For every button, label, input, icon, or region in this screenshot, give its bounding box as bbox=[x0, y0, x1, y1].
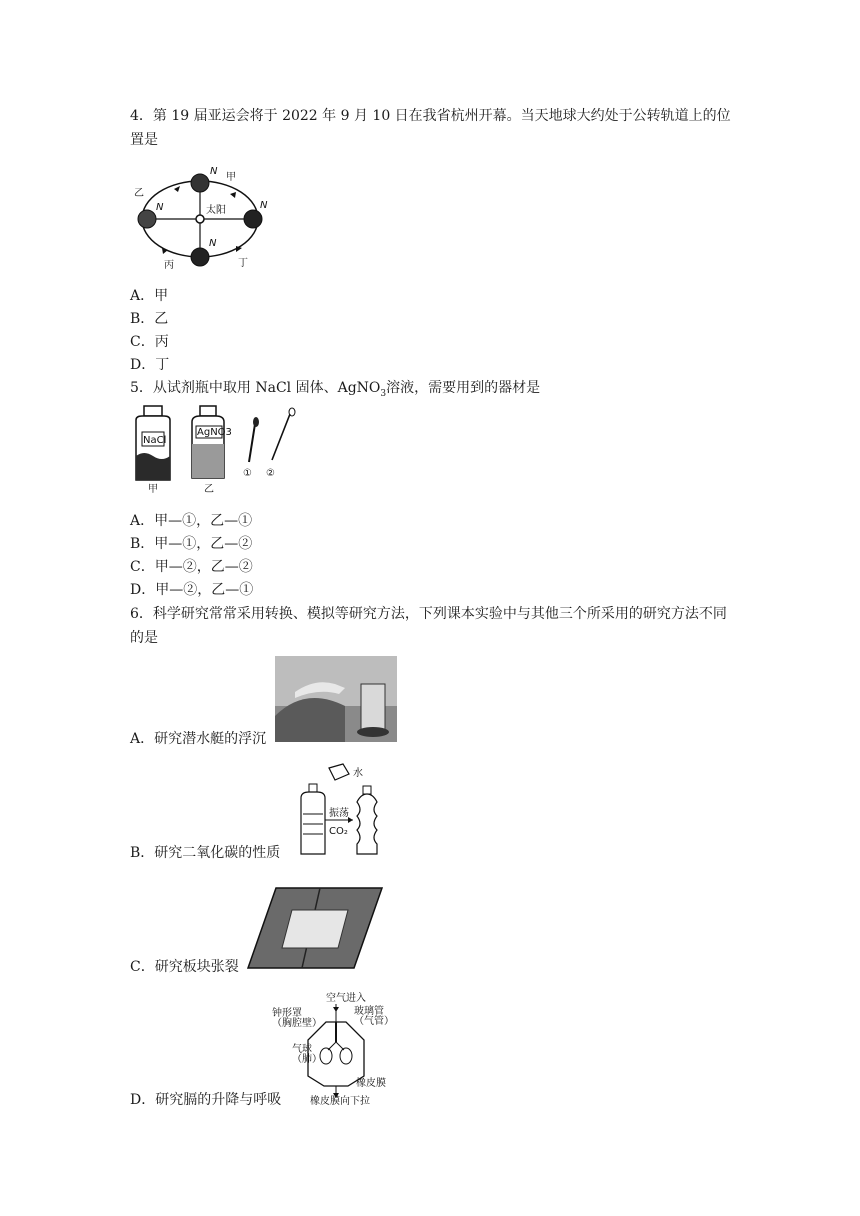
q5-option-d[interactable]: D．甲—②，乙—① bbox=[130, 582, 254, 598]
q6-option-c[interactable]: C．研究板块张裂 bbox=[130, 959, 239, 975]
dropper-icon bbox=[249, 424, 255, 462]
co2-experiment-figure bbox=[295, 764, 387, 860]
air-in-label: 空气进入 bbox=[326, 993, 366, 1004]
sun-label: 太阳 bbox=[206, 205, 226, 216]
earth-jia-icon bbox=[191, 174, 209, 192]
question-6-stem: 6．科学研究常常采用转换、模拟等研究方法，下列课本实验中与其他三个所采用的研究方法不同的是 bbox=[130, 606, 727, 646]
position-jia-label: 甲 bbox=[226, 172, 236, 183]
q4-option-c[interactable]: C．丙 bbox=[130, 334, 169, 350]
q6-option-a[interactable]: A．研究潜水艇的浮沉 bbox=[130, 731, 267, 747]
north-label: N bbox=[209, 238, 217, 249]
earth-bing-icon bbox=[191, 248, 209, 266]
q4-option-b[interactable]: B．乙 bbox=[130, 311, 169, 327]
bottle-jia-name: 甲 bbox=[148, 484, 158, 495]
position-ding-label: 丁 bbox=[238, 258, 248, 269]
q6-option-b[interactable]: B．研究二氧化碳的性质 bbox=[130, 845, 281, 861]
membrane-pull-label: 橡皮膜向下拉 bbox=[310, 1096, 370, 1107]
north-label: N bbox=[210, 166, 218, 177]
q5-option-a[interactable]: A．甲—①，乙—① bbox=[130, 513, 253, 529]
submarine-experiment-image bbox=[275, 656, 397, 742]
earth-yi-icon bbox=[138, 210, 156, 228]
tool-2-label: ② bbox=[266, 468, 275, 479]
diaphragm-model-figure bbox=[270, 992, 394, 1107]
bell-jar-label: 钟形罩 bbox=[272, 1008, 302, 1019]
lung-label: （肺） bbox=[292, 1054, 322, 1065]
position-bing-label: 丙 bbox=[164, 260, 174, 271]
earth-ding-icon bbox=[244, 210, 262, 228]
orbit-arrow-icon bbox=[174, 186, 180, 192]
water-label: 水 bbox=[353, 768, 363, 779]
shake-label: 振荡 bbox=[329, 808, 349, 819]
orbit-arrow-icon bbox=[230, 192, 236, 198]
earth-orbit-figure bbox=[130, 156, 270, 274]
bottle-yi-label: AgNO3 bbox=[197, 427, 232, 438]
q4-option-d[interactable]: D．丁 bbox=[130, 357, 170, 373]
north-label: N bbox=[156, 202, 164, 213]
trachea-label: （气管） bbox=[354, 1016, 394, 1027]
balloon-label: 气球 bbox=[292, 1044, 312, 1055]
co2-label: CO₂ bbox=[329, 826, 348, 837]
q5-option-b[interactable]: B．甲—①，乙—② bbox=[130, 536, 253, 552]
chest-wall-label: （胸腔壁） bbox=[272, 1018, 322, 1029]
bottle-yi-name: 乙 bbox=[204, 484, 214, 495]
tool-1-label: ① bbox=[243, 468, 252, 479]
reagent-bottles-figure bbox=[130, 404, 300, 496]
bottle-jia-label: NaCl bbox=[143, 435, 167, 446]
question-4-stem: 4．第 19 届亚运会将于 2022 年 9 月 10 日在我省杭州开幕。当天地球大约处于公转轨道上的位置是 bbox=[130, 108, 731, 148]
q5-option-c[interactable]: C．甲—②，乙—② bbox=[130, 559, 253, 575]
question-5-stem: 5．从试剂瓶中取用 NaCl 固体、AgNO$_3$溶液，需要用到的器材是 bbox=[130, 380, 541, 399]
rubber-membrane-label: 橡皮膜 bbox=[356, 1078, 386, 1089]
glass-tube-label: 玻璃管 bbox=[354, 1006, 384, 1017]
sun-icon bbox=[196, 215, 204, 223]
bottle-after-icon bbox=[357, 794, 377, 854]
north-label: N bbox=[260, 200, 268, 211]
position-yi-label: 乙 bbox=[134, 188, 144, 199]
plate-rifting-figure bbox=[246, 886, 384, 970]
q6-option-d[interactable]: D．研究膈的升降与呼吸 bbox=[130, 1092, 282, 1108]
q4-option-a[interactable]: A．甲 bbox=[130, 288, 169, 304]
spoon-icon bbox=[272, 414, 290, 460]
bottle-before-icon bbox=[301, 792, 325, 854]
